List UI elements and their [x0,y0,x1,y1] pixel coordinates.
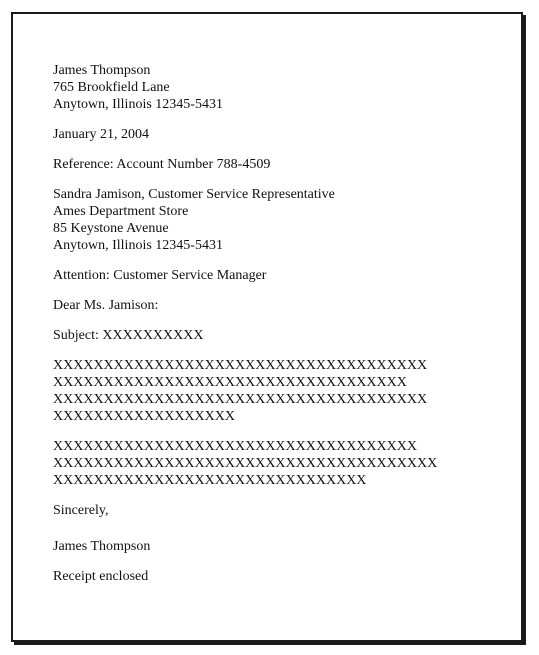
sender-address [53,62,515,113]
letter-page [11,12,523,642]
recipient-city: Anytown, Illinois 12345-5431 [53,238,223,253]
sender-name: James Thompson [53,63,151,78]
enclosure-line [53,568,515,585]
reference-line [53,156,515,173]
closing-text: Sincerely, [53,503,109,518]
sender-street: 765 Brookfield Lane [53,80,170,95]
signature-name: James Thompson [53,539,151,554]
enclosure-text: Receipt enclosed [53,569,149,584]
closing [53,502,515,519]
reference-text: Reference: Account Number 788-4509 [53,157,271,172]
body-paragraph-2 [53,438,515,489]
recipient-street: 85 Keystone Avenue [53,221,169,236]
attention-text: Attention: Customer Service Manager [53,268,267,283]
paragraph-1-line: XXXXXXXXXXXXXXXXXX [53,409,235,424]
paragraph-1-line: XXXXXXXXXXXXXXXXXXXXXXXXXXXXXXXXXXXXX [53,358,428,373]
salutation-text: Dear Ms. Jamison: [53,298,159,313]
recipient-company: Ames Department Store [53,204,189,219]
body-paragraph-1 [53,357,515,425]
paragraph-1-line: XXXXXXXXXXXXXXXXXXXXXXXXXXXXXXXXXXX [53,375,407,390]
signature [53,538,515,555]
paragraph-1-line: XXXXXXXXXXXXXXXXXXXXXXXXXXXXXXXXXXXXX [53,392,428,407]
date-text: January 21, 2004 [53,127,150,142]
recipient-address [53,186,515,254]
letter-body [53,62,515,585]
letter-date [53,126,515,143]
subject-text: Subject: XXXXXXXXXX [53,328,204,343]
paragraph-2-line: XXXXXXXXXXXXXXXXXXXXXXXXXXXXXXXXXXXXXX [53,456,438,471]
salutation [53,297,515,314]
recipient-name-title: Sandra Jamison, Customer Service Representative [53,187,335,202]
paragraph-2-line: XXXXXXXXXXXXXXXXXXXXXXXXXXXXXXXXXXXX [53,439,417,454]
sender-city: Anytown, Illinois 12345-5431 [53,97,223,112]
paragraph-2-line: XXXXXXXXXXXXXXXXXXXXXXXXXXXXXXX [53,473,367,488]
subject-line [53,327,515,344]
attention-line [53,267,515,284]
